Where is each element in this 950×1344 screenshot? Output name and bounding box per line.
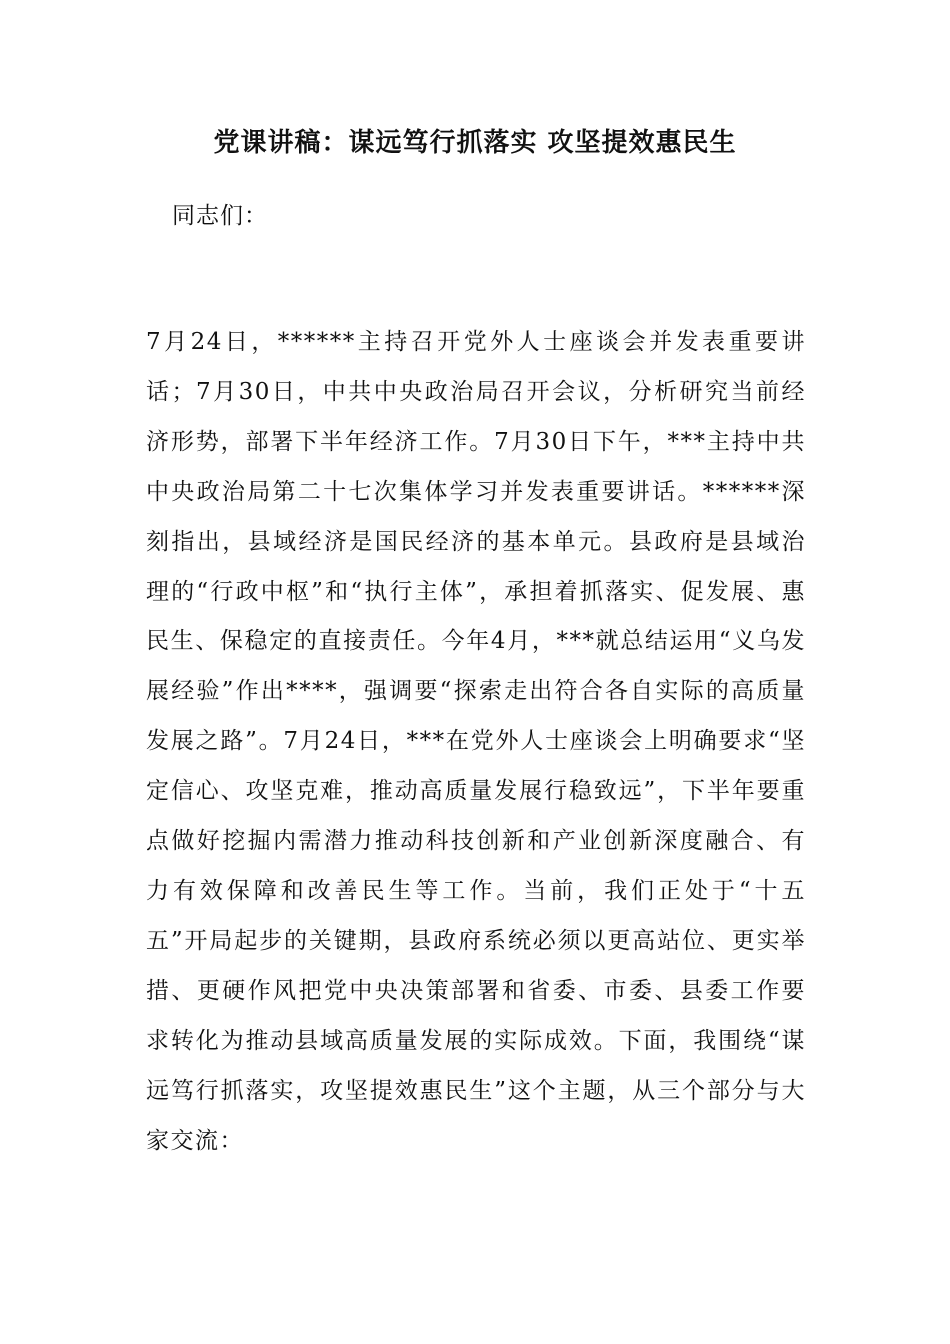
body-paragraph: 7月24日，******主持召开党外人士座谈会并发表重要讲话；7月30日，中共中央政治局召开会议，分析研究当前经济形势，部署下半年经济工作。7月30日下午，***主持中共中央政治局第二十七次集体学习并发表重要讲话。******深刻指出，县域经济是国民经济的基本单元。县政府是县域治理的“行政中枢”和“执行主体”，承担着抓落实、促发展、惠民生、保稳定的直接责任。今年4月，***就总结运用“义乌发展经验”作出****，强调要“探索走出符合各自实际的高质量发展之路”。7月24日，***在党外人士座谈会上明确要求“坚定信心、攻坚克难，推动高质量发展行稳致远”，下半年要重点做好挖掘内需潜力推动科技创新和产业创新深度融合、有力有效保障和改善民生等工作。当前，我们正处于“十五五”开局起步的关键期，县政府系统必须以更高站位、更实举措、更硬作风把党中央决策部署和省委、市委、县委工作要求转化为推动县域高质量发展的实际成效。下面，我围绕“谋远笃行抓落实，攻坚提效惠民生”这个主题，从三个部分与大家交流：: [146, 329, 806, 1154]
salutation: 同志们：: [172, 203, 268, 229]
document-title: 党课讲稿：谋远笃行抓落实 攻坚提效惠民生: [213, 128, 737, 158]
